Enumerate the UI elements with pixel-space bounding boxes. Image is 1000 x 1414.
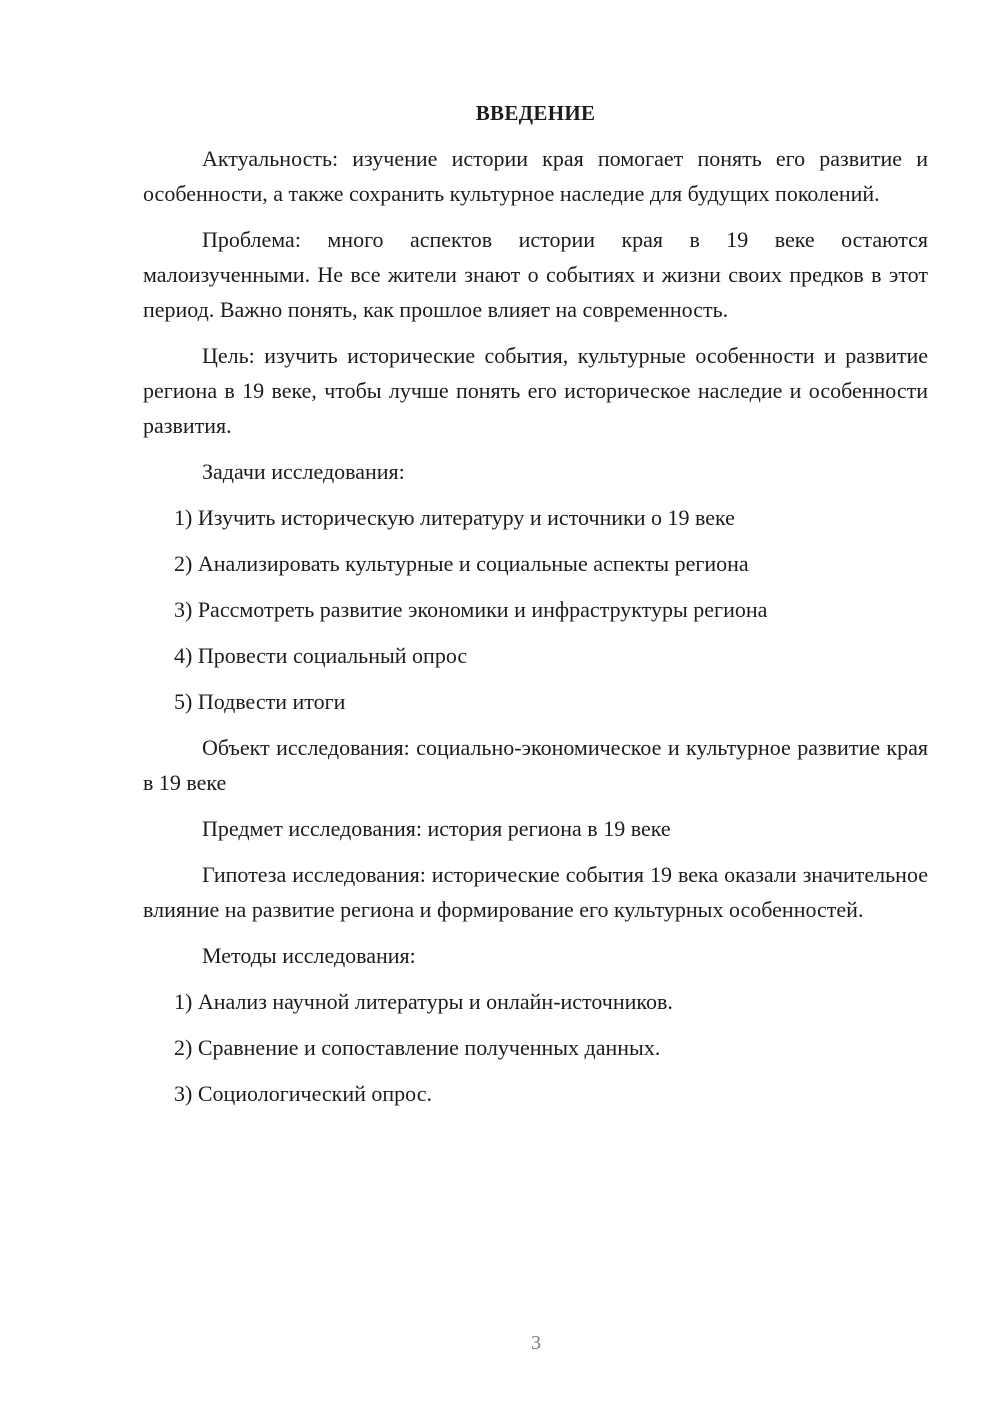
subject-paragraph: Предмет исследования: история региона в 19 веке [202, 816, 671, 841]
tasks-list [143, 500, 928, 719]
relevance-paragraph: Актуальность: изучение истории края помогает понять его развитие и особенности, а также сохранить культурное наследие для будущих поколений. [143, 146, 928, 206]
methods-heading: Методы исследования: [202, 943, 416, 968]
goal-paragraph: Цель: изучить исторические события, культурные особенности и развитие региона в 19 веке, чтобы лучше понять его историческое наследие и особенности развития. [143, 343, 928, 438]
hypothesis-paragraph: Гипотеза исследования: исторические события 19 века оказали значительное влияние на развитие региона и формирование его культурных особенностей. [143, 862, 928, 922]
list-item: 1) Анализ научной литературы и онлайн-источников. [174, 989, 673, 1014]
object-paragraph: Объект исследования: социально-экономическое и культурное развитие края в 19 веке [143, 735, 928, 795]
page-number: 3 [531, 1332, 541, 1354]
page-title: ВВЕДЕНИЕ [475, 101, 596, 125]
list-item: 2) Анализировать культурные и социальные аспекты региона [174, 551, 749, 576]
problem-paragraph: Проблема: много аспектов истории края в 19 веке остаются малоизученными. Не все жители знают о событиях и жизни своих предков в этот период. Важно понять, как прошлое влияет на современность. [143, 227, 928, 322]
methods-list [143, 984, 928, 1111]
tasks-heading: Задачи исследования: [202, 459, 405, 484]
list-item: 4) Провести социальный опрос [174, 643, 468, 668]
list-item: 3) Социологический опрос. [174, 1081, 432, 1106]
list-item: 2) Сравнение и сопоставление полученных данных. [174, 1035, 661, 1060]
list-item: 3) Рассмотреть развитие экономики и инфраструктуры региона [174, 597, 768, 622]
page-body [143, 96, 928, 1122]
list-item: 1) Изучить историческую литературу и источники о 19 веке [174, 505, 735, 530]
list-item: 5) Подвести итоги [174, 689, 346, 714]
